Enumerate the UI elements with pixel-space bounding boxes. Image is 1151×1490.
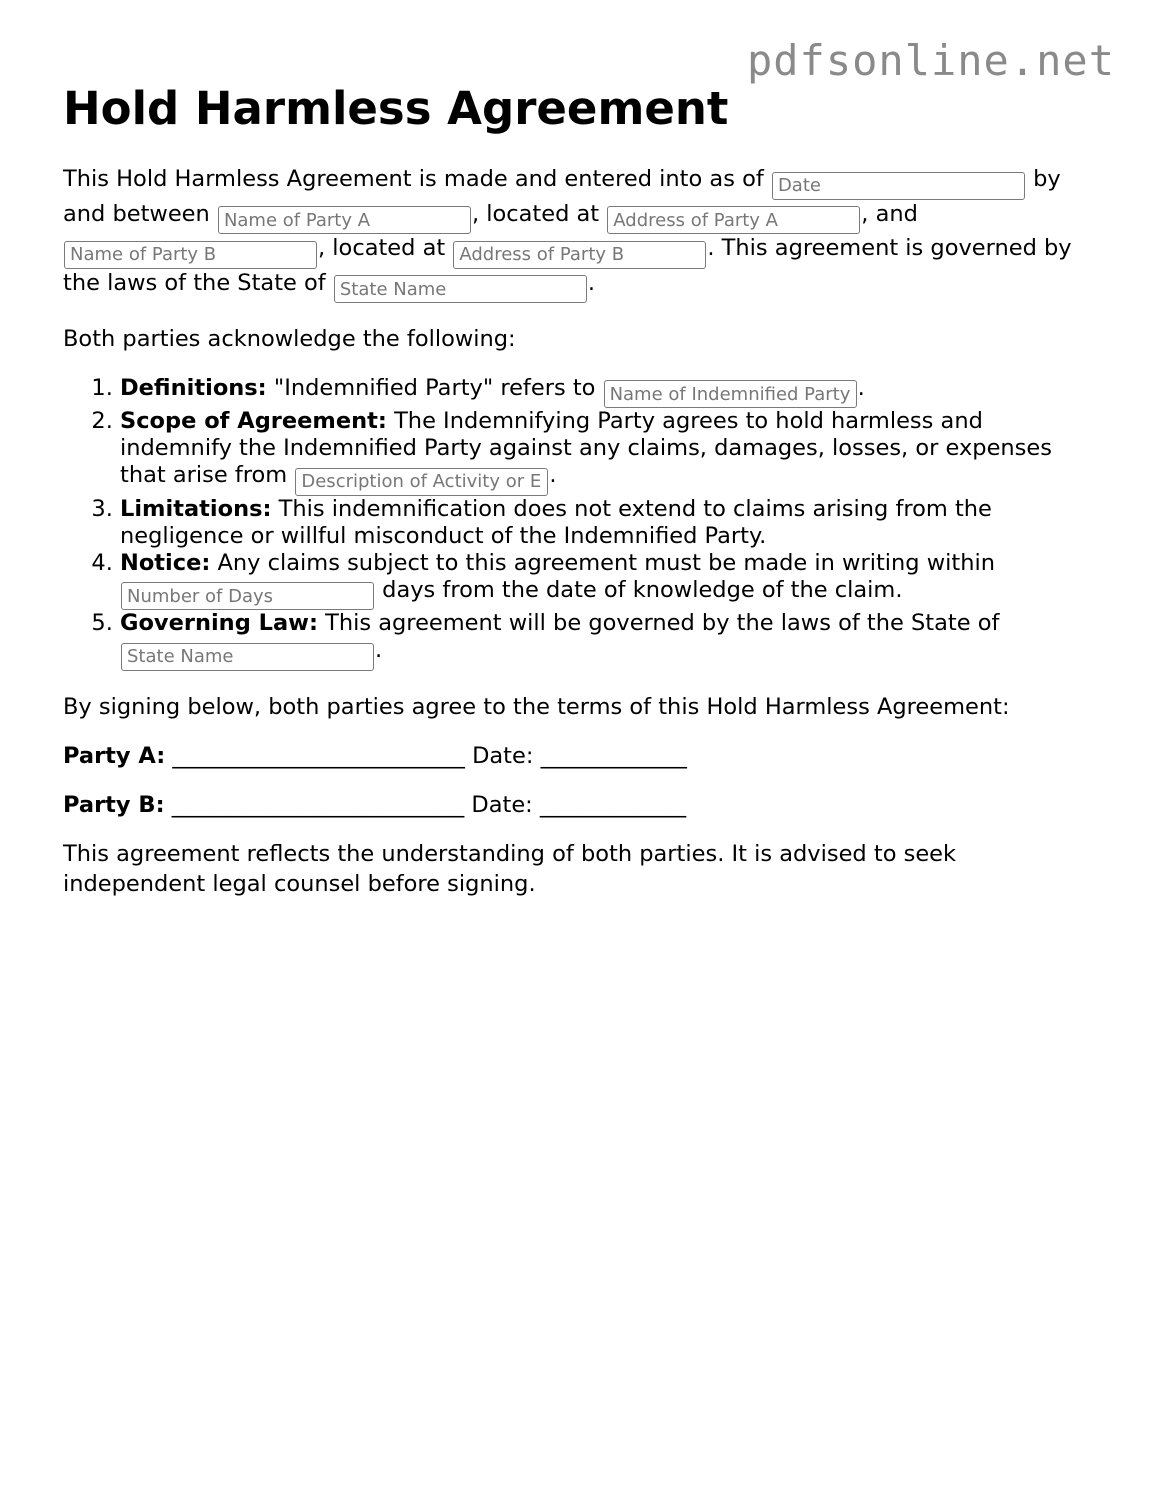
term-label: Governing Law: <box>120 610 318 636</box>
watermark: pdfsonline.net <box>746 36 1115 85</box>
document-page <box>63 80 1093 899</box>
party-b-name-field[interactable] <box>64 241 317 269</box>
term-text: This indemnification does not extend to claims arising from the negligence or willful misconduct of the Indemnified Party. <box>120 495 992 549</box>
closing-paragraph: This agreement reflects the understanding of both parties. It is advised to seek independent legal counsel before signing. <box>63 841 957 897</box>
signing-intro: By signing below, both parties agree to the terms of this Hold Harmless Agreement: <box>63 693 1010 720</box>
state-name-field[interactable] <box>334 275 587 303</box>
party-b-label: Party B: <box>63 792 165 818</box>
terms-list <box>63 375 1093 671</box>
intro-text-2: by and between <box>63 166 1061 227</box>
list-item-limitations <box>120 496 1093 550</box>
intro-text-6: . This agreement is governed by the laws of the State of <box>63 235 1072 296</box>
list-item-definitions <box>120 375 1093 409</box>
term-label: Scope of Agreement: <box>120 408 387 434</box>
term-end: . <box>375 637 383 663</box>
term-end: . <box>857 374 865 401</box>
term-text: The Indemnifying Party agrees to hold harmless and indemnify the Indemnified Party against any claims, damages, losses, or expenses that arise from <box>120 408 1052 488</box>
intro-text-3: , located at <box>471 200 600 227</box>
date-field[interactable] <box>772 172 1025 200</box>
list-item-governing-law <box>120 610 1093 671</box>
term-label: Definitions: <box>120 374 267 401</box>
list-item-notice <box>120 550 1093 611</box>
number-of-days-field[interactable] <box>121 582 374 610</box>
party-a-name-field[interactable] <box>218 206 471 234</box>
party-b-date-line: _____________ <box>539 792 687 818</box>
party-a-signature-row <box>63 742 1093 771</box>
party-a-label: Party A: <box>63 743 166 769</box>
party-b-signature-line: __________________________ <box>171 792 465 818</box>
party-a-address-field[interactable] <box>607 206 860 234</box>
party-b-address-field[interactable] <box>453 241 706 269</box>
governing-state-field[interactable] <box>121 643 374 671</box>
intro-text-7: . <box>587 269 596 296</box>
acknowledge-text: Both parties acknowledge the following: <box>63 326 516 352</box>
intro-text-4: , and <box>861 200 918 227</box>
term-text: "Indemnified Party" refers to <box>273 374 596 401</box>
party-a-date-label: Date: <box>472 743 534 769</box>
party-a-date-line: _____________ <box>540 743 687 769</box>
term-text: Any claims subject to this agreement must be made in writing within <box>217 549 995 576</box>
term-text: This agreement will be governed by the laws of the State of <box>325 610 1000 636</box>
party-b-date-label: Date: <box>471 792 533 818</box>
party-b-signature-row <box>63 791 1093 820</box>
list-item-scope <box>120 408 1093 496</box>
indemnified-party-field[interactable] <box>604 380 857 408</box>
term-label: Notice: <box>120 549 211 576</box>
intro-paragraph <box>63 165 1093 303</box>
activity-description-field[interactable] <box>295 468 548 496</box>
intro-text-5: , located at <box>318 235 446 261</box>
term-end: days from the date of knowledge of the claim. <box>382 576 903 603</box>
term-end: . <box>549 462 557 488</box>
document-title: Hold Harmless Agreement <box>63 82 729 135</box>
party-a-signature-line: __________________________ <box>172 743 465 769</box>
term-label: Limitations: <box>120 495 272 522</box>
intro-text-1: This Hold Harmless Agreement is made and entered into as of <box>63 166 764 192</box>
